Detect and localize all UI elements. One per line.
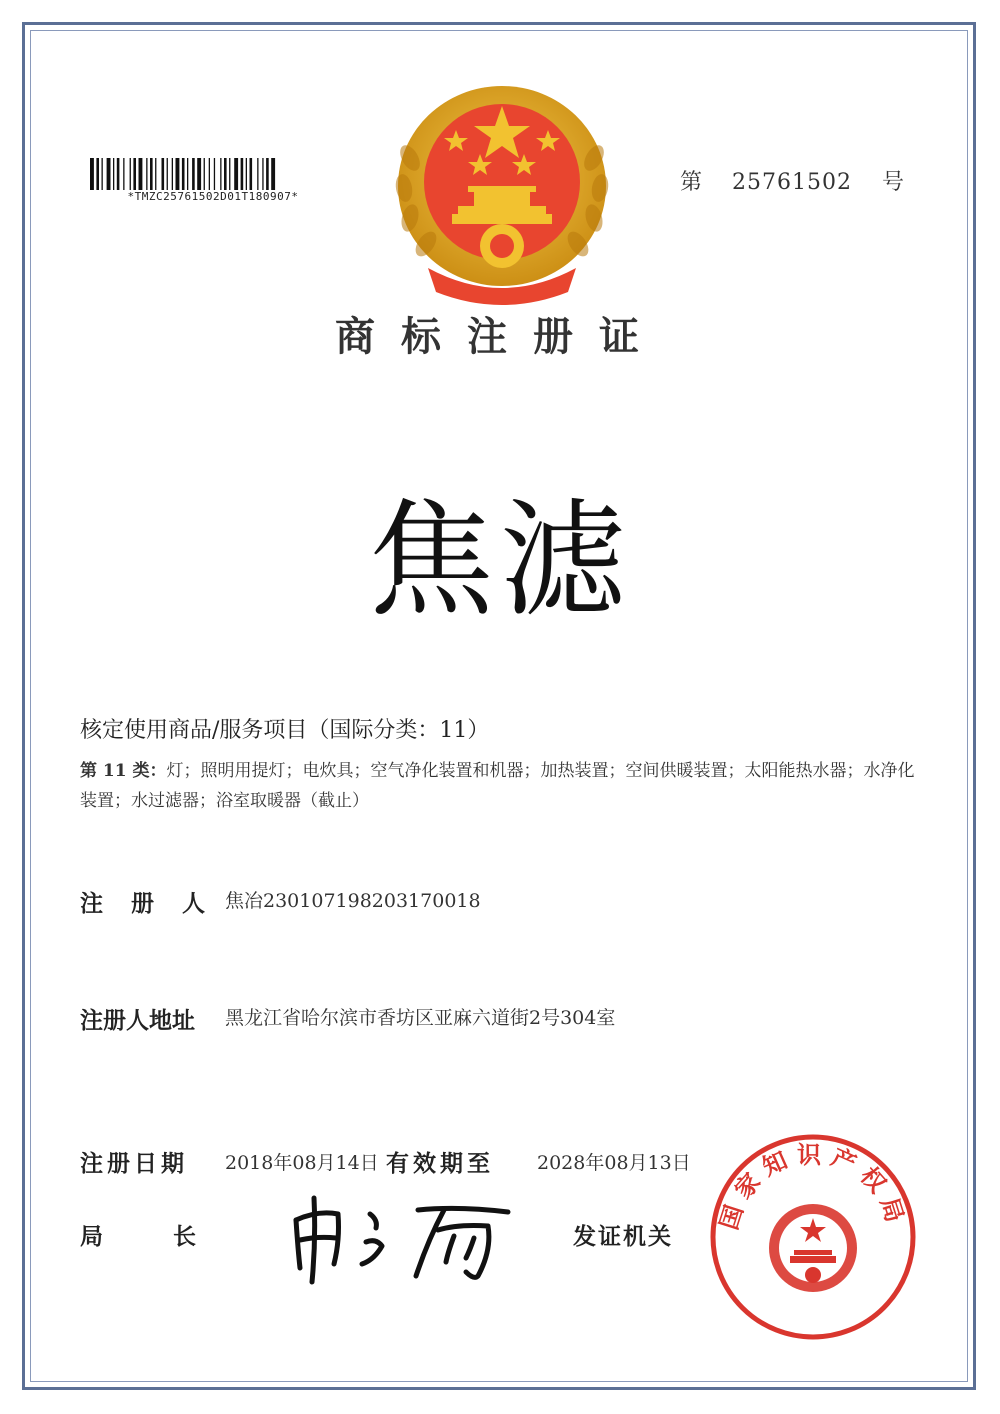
valid-until-value: 2028年08月13日 bbox=[537, 1152, 691, 1174]
barcode-bar bbox=[234, 158, 238, 190]
address-label: 注册人地址 bbox=[80, 1007, 195, 1034]
barcode-bar bbox=[262, 158, 263, 190]
certificate-title: 商标注册证 bbox=[335, 313, 665, 360]
barcode-bar bbox=[167, 158, 168, 190]
goods-list bbox=[80, 756, 920, 816]
director-label: 局长 bbox=[80, 1223, 266, 1250]
barcode-bar bbox=[123, 158, 124, 190]
barcode-bar bbox=[246, 158, 247, 190]
barcode-bar bbox=[192, 158, 195, 190]
seal-text: 国家知识产权局 bbox=[713, 1139, 913, 1234]
barcode-bar bbox=[187, 158, 188, 190]
registration-date-label: 注册日期 bbox=[80, 1150, 188, 1177]
registration-number-value: 25761502 bbox=[732, 170, 852, 195]
barcode-bar bbox=[133, 158, 136, 190]
barcode-bar bbox=[182, 158, 185, 190]
registrant-value: 焦冶230107198203170018 bbox=[225, 890, 481, 912]
barcode-bar bbox=[257, 158, 258, 190]
trademark-text: 焦滤 bbox=[368, 487, 632, 634]
valid-until-label: 有效期至 bbox=[386, 1150, 494, 1177]
barcode-bar bbox=[241, 158, 244, 190]
barcode-bar bbox=[96, 158, 99, 190]
barcode-bar bbox=[266, 158, 269, 190]
goods-class-label: 第 11 类： bbox=[80, 761, 167, 781]
barcode-bar bbox=[155, 158, 156, 190]
barcode-bar bbox=[139, 158, 143, 190]
seal-emblem-icon bbox=[769, 1204, 857, 1292]
registration-number bbox=[680, 165, 904, 196]
barcode-bar bbox=[113, 158, 114, 190]
registration-number-prefix: 第 bbox=[680, 170, 703, 195]
barcode-bar bbox=[271, 158, 275, 190]
issuer-label: 发证机关 bbox=[573, 1223, 673, 1250]
barcode-bar bbox=[224, 158, 227, 190]
barcode-bar bbox=[102, 158, 103, 190]
barcode-bar bbox=[162, 158, 165, 190]
barcode-bar bbox=[90, 158, 94, 190]
address-value: 黑龙江省哈尔滨市香坊区亚麻六道街2号304室 bbox=[225, 1007, 616, 1029]
barcode-bar bbox=[150, 158, 153, 190]
national-emblem-icon bbox=[388, 78, 616, 306]
barcode-bar bbox=[214, 158, 215, 190]
registration-number-suffix: 号 bbox=[882, 170, 905, 195]
barcode-bar bbox=[176, 158, 180, 190]
barcode bbox=[90, 158, 330, 190]
barcode-bar bbox=[172, 158, 173, 190]
barcode-bar bbox=[117, 158, 120, 190]
registrant-label: 注册人 bbox=[80, 890, 233, 917]
barcode-bar bbox=[146, 158, 147, 190]
registration-date-value: 2018年08月14日 bbox=[225, 1152, 379, 1174]
barcode-text: *TMZC25761502D01T180907* bbox=[127, 190, 299, 203]
barcode-bar bbox=[209, 158, 210, 190]
barcode-bar bbox=[229, 158, 230, 190]
barcode-bar bbox=[107, 158, 111, 190]
barcode-bar bbox=[130, 158, 131, 190]
official-seal-icon bbox=[706, 1130, 920, 1344]
goods-items: 灯；照明用提灯；电炊具；空气净化装置和机器；加热装置；空间供暖装置；太阳能热水器；水净化装置；水过滤器；浴室取暖器（截止） bbox=[80, 761, 915, 811]
barcode-bar bbox=[220, 158, 221, 190]
director-signature bbox=[278, 1180, 528, 1290]
barcode-bar bbox=[197, 158, 201, 190]
barcode-bar bbox=[204, 158, 205, 190]
barcode-bar bbox=[250, 158, 253, 190]
goods-heading: 核定使用商品/服务项目（国际分类：11） bbox=[80, 718, 490, 743]
cogwheel-icon bbox=[480, 224, 524, 268]
